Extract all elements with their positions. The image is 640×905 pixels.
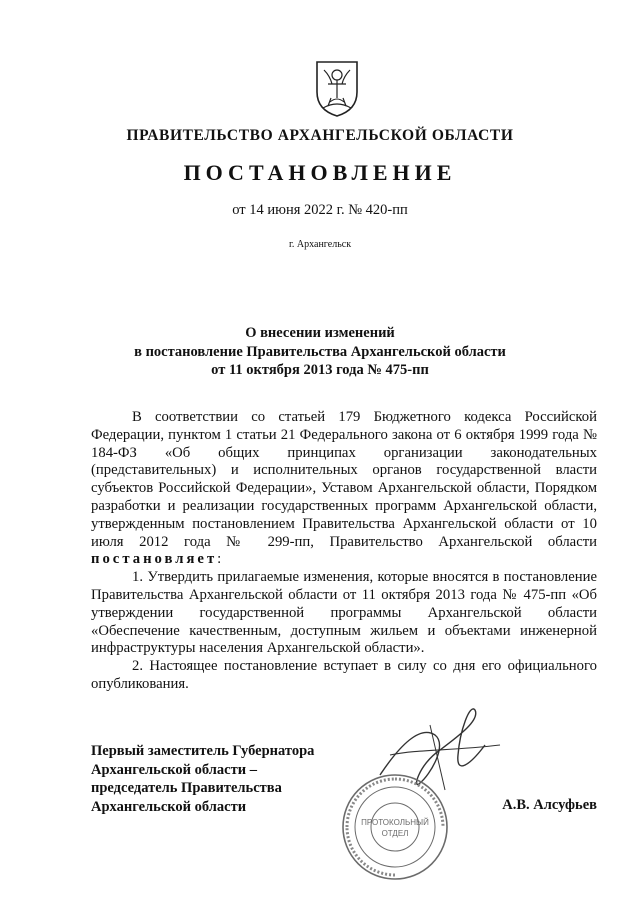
stamp-center-text: ПРОТОКОЛЬНЫЙ (361, 818, 429, 827)
preamble-paragraph (91, 409, 597, 569)
signer-title-line: председатель Правительства (91, 780, 282, 796)
signer-title (91, 742, 314, 816)
city-name: г. Архангельск (288, 239, 352, 250)
item-paragraph: 2. Настоящее постановление вступает в силу со дня его официального опубликования. (91, 658, 597, 692)
subject-line: О внесении изменений (245, 325, 395, 341)
decree-colon: : (217, 551, 222, 568)
official-stamp (340, 772, 450, 882)
preamble-text: В соответствии со статьей 179 Бюджетного кодекса Российской Федерации, пунктом 1 статьи 21 Федерального закона от 6 октября 1999 года № 184-ФЗ «Об общих принципах организации законодательных (представительных) и исполнительных органов государственной власти субъектов Российской Федерации», Уставом Архангельской области, Порядком разработки и реализации государственных программ Архангельской области, утвержденным постановлением Правительства Архангельской области от 10 июля 2012 года № 299-пп, Правительство Архангельской области (91, 409, 597, 550)
item-paragraph: 1. Утвердить прилагаемые изменения, которые вносятся в постановление Правительства Архангельской области от 11 октября 2013 года № 475-пп «Об утверждении государственной программы Архангельской области «Обеспечение качественным, доступным жильем и объектами инженерной инфраструктуры населения Архангельской области». (91, 569, 597, 657)
signer-title-line: Первый заместитель Губернатора (91, 743, 315, 759)
subject-line: от 11 октября 2013 года № 475-пп (211, 362, 429, 378)
signer-title-line: Архангельской области – (91, 761, 257, 778)
document-body (91, 409, 597, 694)
subject-line: в постановление Правительства Архангельской области (134, 343, 506, 360)
document-subject (0, 324, 640, 380)
government-name: ПРАВИТЕЛЬСТВО АРХАНГЕЛЬСКОЙ ОБЛАСТИ (126, 127, 514, 144)
document-type: ПОСТАНОВЛЕНИЕ (183, 160, 457, 185)
signer-title-line: Архангельской области (91, 798, 247, 815)
date-and-number: от 14 июня 2022 г. № 420-пп (232, 202, 408, 218)
stamp-center-text: ОТДЕЛ (381, 829, 409, 838)
coat-of-arms-icon (314, 58, 360, 118)
signer-name: А.В. Алсуфьев (502, 797, 597, 813)
decree-word: постановляет (91, 551, 218, 568)
